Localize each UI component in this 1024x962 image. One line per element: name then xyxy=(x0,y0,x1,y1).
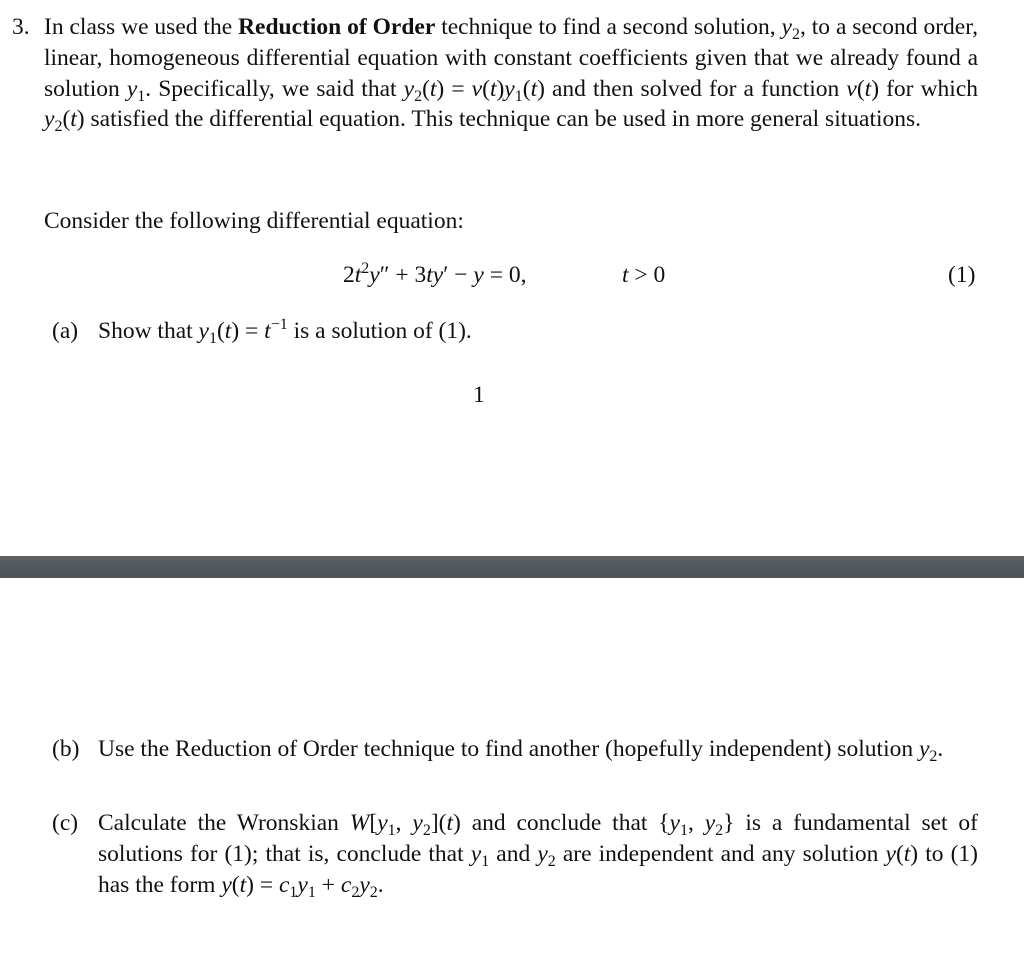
part-a xyxy=(52,316,978,348)
part-a-text: Show that $y_1(t) = t^{-1}$ is a solution of (1). xyxy=(98,316,472,347)
part-b-text: Use the Reduction of Order technique to find another (hopefully independent) solution $y_2$. xyxy=(98,736,944,765)
math-y2: $y_2$ xyxy=(781,14,800,43)
equation-condition: t > 0 xyxy=(622,262,666,288)
part-c-text: Calculate the Wronskian $W[y_1$, $y_2](t)$ and conclude that {$y_1$, $y_2$} is a fundamental set of solutions for (1); that is, conclude that $y_1$ and $y_2$ are independent and any solution y(t) to (1) has the form $y(t) = c_1y_1 + c_2y_2$. xyxy=(98,810,979,901)
part-b xyxy=(52,734,978,798)
math-wronskian: $W[y_1$, $y_2](t)$ xyxy=(349,810,461,839)
part-c-label: (c) xyxy=(52,810,79,836)
math-y1-c: $y_1$ xyxy=(470,840,490,870)
math-y1-def: $y_1(t) = t^{-1}$ xyxy=(198,316,288,347)
technique-name: Reduction of Order xyxy=(238,14,436,40)
consider-text: Consider the following differential equation: xyxy=(44,208,464,234)
problem-intro: In class we used the Reduction of Order technique to find a second solution, $y_2$, to a second order, linear, homogeneous differential equation with constant coefficients given that we already found a solution $y_1$. Specifically, we said that $y_2(t) = v(t)y_1(t)$ and then solved for a function v(t) for which $y_2(t)$ satisfied the differential equation. This technique can be used in more general situations. xyxy=(44,14,979,136)
math-v: v(t) xyxy=(846,75,880,102)
part-c xyxy=(52,808,978,904)
problem-number: 3. xyxy=(12,14,30,40)
part-a-label: (a) xyxy=(52,318,79,344)
page-number: 1 xyxy=(473,382,485,408)
part-b-label: (b) xyxy=(52,736,80,762)
equation-expression: $2t^2y'' + 3ty' - y = 0$, xyxy=(343,260,527,288)
equation-1 xyxy=(0,260,1024,292)
equation-tag: (1) xyxy=(948,262,976,288)
page-divider xyxy=(0,556,1024,578)
math-y2-def: $y_2(t) = v(t)y_1(t)$ xyxy=(403,75,545,105)
math-y2-c: $y_2$ xyxy=(537,840,556,870)
math-y2t: $y_2(t)$ xyxy=(44,106,85,136)
math-y2-b: $y_2$ xyxy=(918,736,938,765)
math-general-solution: $y(t) = c_1y_1 + c_2y_2$ xyxy=(221,871,378,901)
math-y1: $y_1$ xyxy=(126,75,146,105)
math-set: {$y_1$, $y_2$} xyxy=(658,810,735,839)
math-yt: y(t) xyxy=(885,840,919,867)
